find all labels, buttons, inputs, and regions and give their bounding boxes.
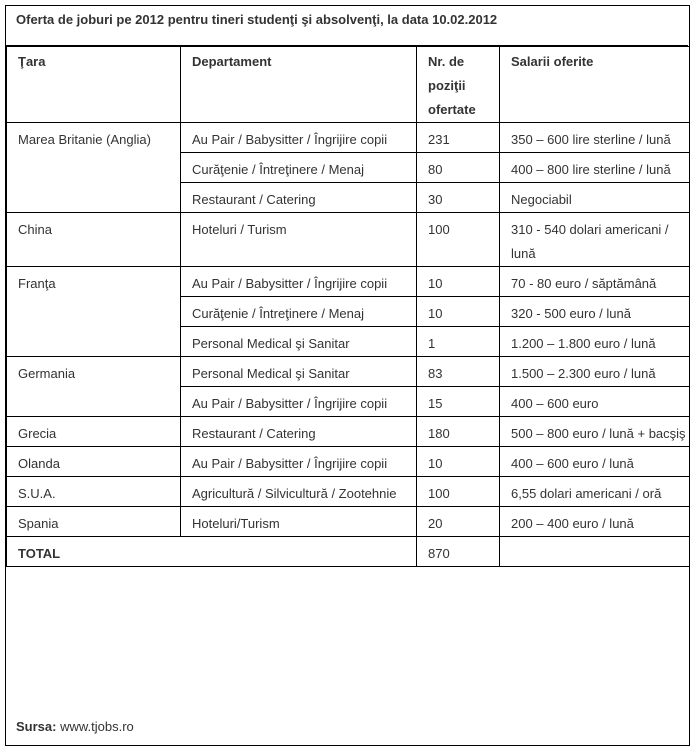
header-positions: Nr. de poziţii ofertate xyxy=(417,47,500,123)
country-cell: Franţa xyxy=(7,267,181,357)
total-label: TOTAL xyxy=(7,537,417,567)
salary-cell: 70 - 80 euro / săptămână xyxy=(500,267,690,297)
salary-cell: 350 – 600 lire sterline / lună xyxy=(500,123,690,153)
source-url: www.tjobs.ro xyxy=(60,719,134,734)
salary-cell: 400 – 800 lire sterline / lună xyxy=(500,153,690,183)
country-cell: Grecia xyxy=(7,417,181,447)
salary-cell: 6,55 dolari americani / oră xyxy=(500,477,690,507)
country-cell: Olanda xyxy=(7,447,181,477)
positions-cell: 30 xyxy=(417,183,500,213)
table-row xyxy=(7,123,690,153)
department-cell: Hoteluri/Turism xyxy=(181,507,417,537)
source-label: Sursa: xyxy=(16,719,57,734)
department-cell: Restaurant / Catering xyxy=(181,417,417,447)
department-cell: Au Pair / Babysitter / Îngrijire copii xyxy=(181,267,417,297)
source-line xyxy=(6,719,134,734)
country-cell: Marea Britanie (Anglia) xyxy=(7,123,181,213)
salary-cell: 500 – 800 euro / lună + bacşiş xyxy=(500,417,690,447)
positions-cell: 20 xyxy=(417,507,500,537)
table-row xyxy=(7,213,690,267)
table-row xyxy=(7,477,690,507)
department-cell: Personal Medical şi Sanitar xyxy=(181,357,417,387)
positions-cell: 15 xyxy=(417,387,500,417)
salary-cell: 1.200 – 1.800 euro / lună xyxy=(500,327,690,357)
table-row xyxy=(7,357,690,387)
total-positions: 870 xyxy=(417,537,500,567)
positions-cell: 1 xyxy=(417,327,500,357)
jobs-table xyxy=(6,46,690,567)
header-salary: Salarii oferite xyxy=(500,47,690,123)
positions-cell: 10 xyxy=(417,447,500,477)
department-cell: Personal Medical şi Sanitar xyxy=(181,327,417,357)
table-row xyxy=(7,417,690,447)
department-cell: Agricultură / Silvicultură / Zootehnie xyxy=(181,477,417,507)
table-title: Oferta de joburi pe 2012 pentru tineri studenţi şi absolvenţi, la data 10.02.2012 xyxy=(6,6,688,46)
country-cell: Germania xyxy=(7,357,181,417)
department-cell: Au Pair / Babysitter / Îngrijire copii xyxy=(181,123,417,153)
department-cell: Au Pair / Babysitter / Îngrijire copii xyxy=(181,387,417,417)
country-cell: S.U.A. xyxy=(7,477,181,507)
table-row xyxy=(7,267,690,297)
table-header-row xyxy=(7,47,690,123)
total-row xyxy=(7,537,690,567)
table-row xyxy=(7,507,690,537)
department-cell: Curăţenie / Întreţinere / Menaj xyxy=(181,153,417,183)
salary-cell: Negociabil xyxy=(500,183,690,213)
department-cell: Curăţenie / Întreţinere / Menaj xyxy=(181,297,417,327)
header-country: Ţara xyxy=(7,47,181,123)
salary-cell: 200 – 400 euro / lună xyxy=(500,507,690,537)
department-cell: Restaurant / Catering xyxy=(181,183,417,213)
header-department: Departament xyxy=(181,47,417,123)
salary-cell: 400 – 600 euro / lună xyxy=(500,447,690,477)
positions-cell: 80 xyxy=(417,153,500,183)
positions-cell: 10 xyxy=(417,297,500,327)
positions-cell: 100 xyxy=(417,477,500,507)
positions-cell: 180 xyxy=(417,417,500,447)
salary-cell: 310 - 540 dolari americani / lună xyxy=(500,213,690,267)
positions-cell: 83 xyxy=(417,357,500,387)
salary-cell: 320 - 500 euro / lună xyxy=(500,297,690,327)
table-row xyxy=(7,447,690,477)
salary-cell: 1.500 – 2.300 euro / lună xyxy=(500,357,690,387)
country-cell: China xyxy=(7,213,181,267)
positions-cell: 100 xyxy=(417,213,500,267)
department-cell: Au Pair / Babysitter / Îngrijire copii xyxy=(181,447,417,477)
positions-cell: 231 xyxy=(417,123,500,153)
department-cell: Hoteluri / Turism xyxy=(181,213,417,267)
country-cell: Spania xyxy=(7,507,181,537)
salary-cell: 400 – 600 euro xyxy=(500,387,690,417)
positions-cell: 10 xyxy=(417,267,500,297)
total-empty-cell xyxy=(500,537,690,567)
